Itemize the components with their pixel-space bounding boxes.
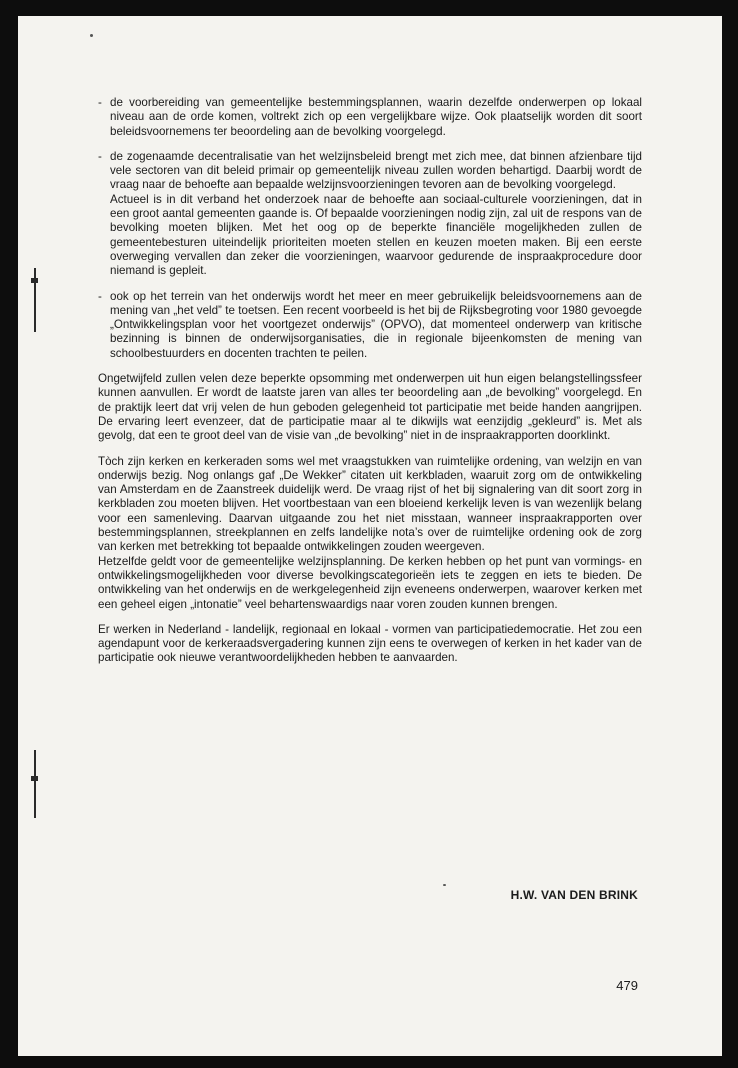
margin-mark-lower-notch [31, 776, 38, 781]
bullet-dash: - [98, 289, 102, 303]
bullet-item [98, 150, 642, 279]
scan-speck [443, 884, 446, 886]
page-number: 479 [616, 978, 638, 993]
bullet-text: de zogenaamde decentralisatie van het welzijnsbeleid brengt met zich mee, dat binnen afzienbare tijd vele sectoren van dit beleid primair op gemeentelijk niveau zullen worden behartigd. Daarbij wordt de vraag naar de behoefte aan bepaalde welzijnsvoorzieningen tevoren aan de bevolking voorgelegd. [110, 149, 642, 192]
bullet-text: ook op het terrein van het onderwijs wordt het meer en meer gebruikelijk beleidsvoornemens aan de mening van „het veld” te toetsen. Een recent voorbeeld is het bij de Rijksbegroting voor 1980 gevoegde „Ontwikkelingsplan voor het voortgezet onderwijs” (OPVO), dat momenteel onderwerp van kritische bezinning is binnen de onderwijsorganisaties, die in regionale bijeenkomsten de mening van schoolbestuurders en docenten trachten te peilen. [110, 289, 642, 360]
body-paragraph: Tòch zijn kerken en kerkeraden soms wel met vraagstukken van ruimtelijke ordening, van welzijn en van onderwijs bezig. Nog onlangs gaf „De Wekker” citaten uit kerkbladen, waaruit zorg om de ontwikkeling van Amsterdam en de Zaanstreek duidelijk werd. De vraag rijst of het bij signalering van dit soort zorg in kerkbladen zou moeten blijven. Het voortbestaan van een bloeiend kerkelijk leven is van wezenlijk belang voor een samenleving. Daarvan uitgaande zou het niet misstaan, wanneer inspraakrapporten over bestemmingsplannen, streekplannen en zelfs landelijke nota’s over de ruimtelijke ordening ook de zorg van kerken met betrekking tot bepaalde ontwikkelingen zouden weergeven. [98, 454, 642, 554]
body-paragraph: Hetzelfde geldt voor de gemeentelijke welzijnsplanning. De kerken hebben op het punt van vormings- en ontwikkelingsmogelijkheden voor diverse bevolkingscategorieën iets te zeggen en iets te bieden. De ontwikkeling van het onderwijs en de werkgelegenheid zijn eveneens onderwerpen, waarover kerken met een geheel eigen „intonatie” veel behartenswaardigs naar voren zouden kunnen brengen. [98, 554, 642, 611]
author-signature: H.W. VAN DEN BRINK [510, 888, 638, 902]
body-paragraph: Er werken in Nederland - landelijk, regionaal en lokaal - vormen van participatiedemocratie. Het zou een agendapunt voor de kerkeraadsvergadering kunnen zijn eens te overwegen of kerken in het kader van de participatie ook nieuwe verantwoordelijkheden hebben te aanvaarden. [98, 622, 642, 665]
bullet-item [98, 96, 642, 139]
scan-speck [90, 34, 93, 37]
bullet-dash: - [98, 149, 102, 163]
bullet-text: Actueel is in dit verband het onderzoek naar de behoefte aan sociaal-culturele voorzieningen, dat in een groot aantal gemeenten gaande is. Of bepaalde voorzieningen nodig zijn, zal uit de respons van de bevolking moeten blijken. Met het oog op de beperkte financiële mogelijkheden zullen de gemeentebesturen uiteindelijk prioriteiten moeten stellen en keuzen moeten maken. Bij een eerste overweging vervallen dan zeker die voorzieningen, waarvoor gedurende de inspraakprocedure door niemand is gepleit. [110, 192, 642, 278]
article-body [98, 96, 642, 677]
bullet-item [98, 290, 642, 361]
margin-mark-upper-notch [31, 278, 38, 283]
bullet-text: de voorbereiding van gemeentelijke bestemmingsplannen, waarin dezelfde onderwerpen op lokaal niveau aan de orde komen, voltrekt zich op een vergelijkbare wijze. Ook plaatselijk worden dit soort beleidsvoornemens ter beoordeling aan de bevolking voorgelegd. [110, 96, 642, 138]
bullet-dash: - [98, 96, 102, 109]
body-paragraph: Ongetwijfeld zullen velen deze beperkte opsomming met onderwerpen uit hun eigen belangstellingssfeer kunnen aanvullen. Er wordt de laatste jaren van alles ter beoordeling aan „de bevolking” voorgelegd. En de praktijk leert dat vrij velen de hun geboden gelegenheid tot participatie met beide handen aangrijpen. De ervaring leert evenzeer, dat de participatie maar al te dikwijls wat eenzijdig „gekleurd” is. Met als gevolg, dat een te groot deel van de visie van „de bevolking” niet in de inspraakrapporten doorklinkt. [98, 372, 642, 443]
margin-mark-lower [34, 750, 36, 818]
page-sheet [18, 16, 722, 1056]
